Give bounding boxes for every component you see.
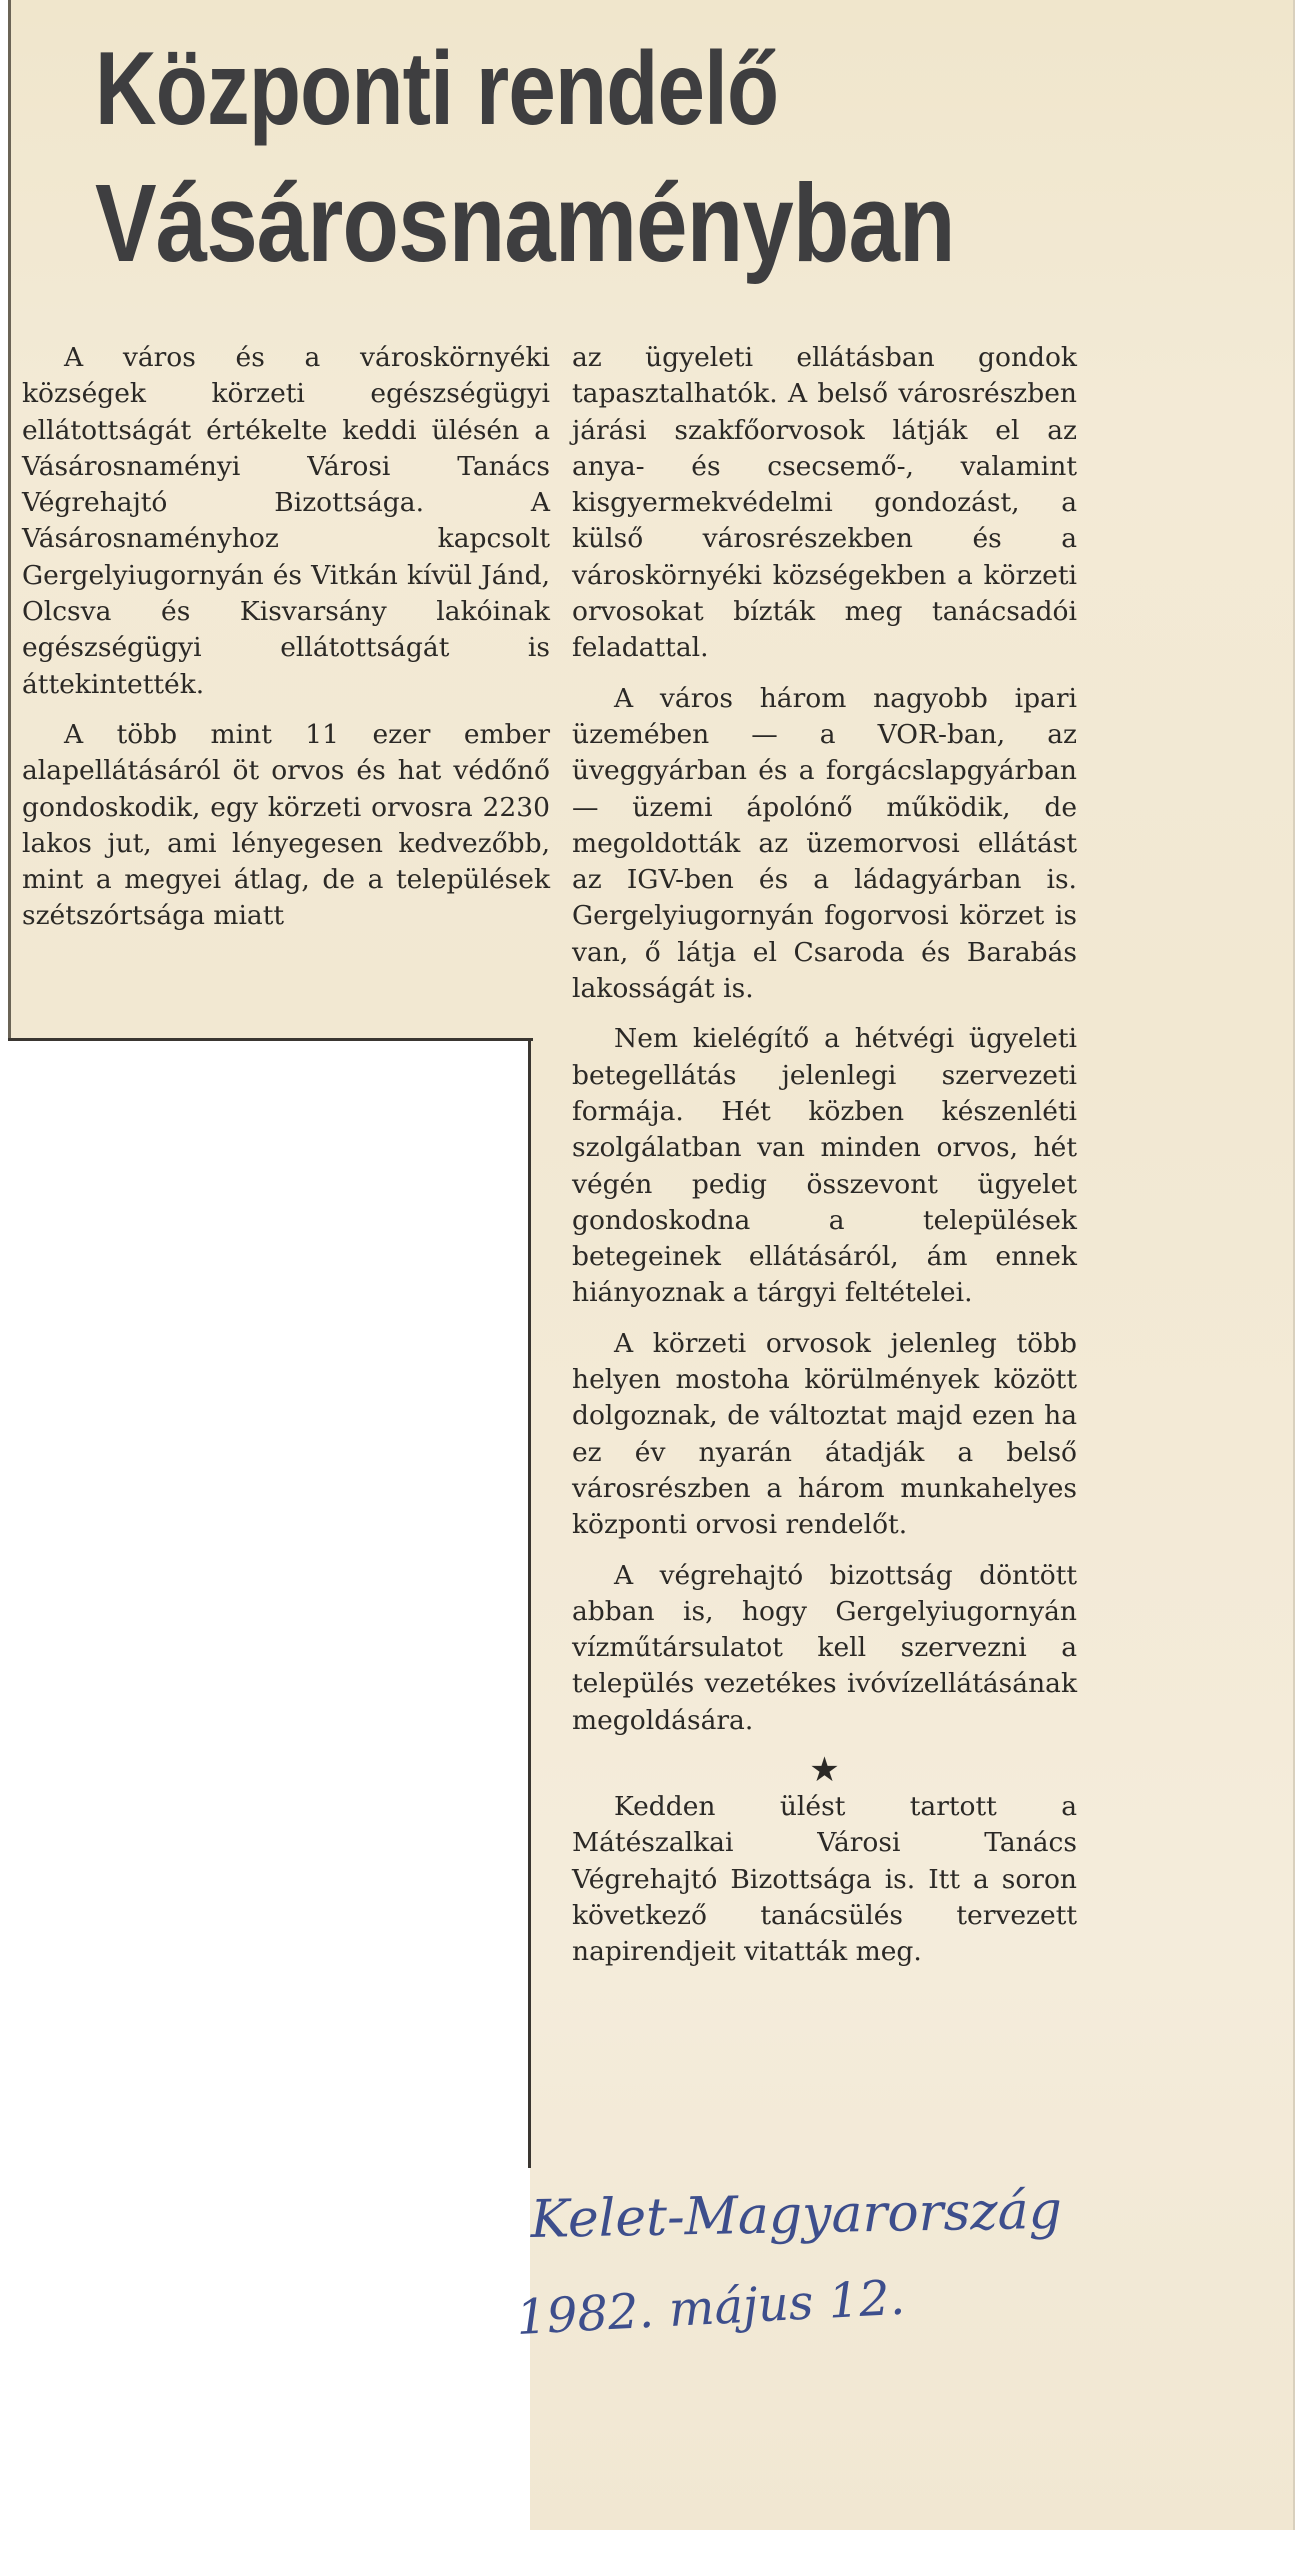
clipping-right-edge <box>1293 0 1295 2530</box>
article-column-right <box>572 340 1077 1984</box>
article-paragraph: A város és a városkörnyéki községek körzeti egészségügyi ellátottságát értékelte keddi ülésén a Vásárosnaményi Városi Tanács Végrehajtó Bizottsága. A Vásárosnaményhoz kapcsolt Gergelyiugornyán és Vitkán kívül Jánd, Olcsva és Kisvarsány lakóinak egészségügyi ellátottságát is áttekintették. <box>22 342 550 700</box>
handwritten-date-note: 1982. május 12. <box>515 2269 907 2346</box>
article-paragraph: Nem kielégítő a hétvégi ügyeleti betegellátás jelenlegi szervezeti formája. Hét közben készenléti szolgálatban van minden orvos, hét végén pedig összevont ügyelet gondoskodna a települések betegeinek ellátásáról, ám ennek hiányoznak a tárgyi feltételei. <box>572 1023 1077 1309</box>
article-paragraph: az ügyeleti ellátásban gondok tapasztalhatók. A belső városrészben járási szakfőorvosok látják el az anya- és csecsemő-, valamint kisgyermekvédelmi gondozást, a külső városrészekben és a városkörnyéki községekben a körzeti orvosokat bízták meg tanácsadói feladattal. <box>572 342 1077 664</box>
clipping-cut-edge-vertical <box>528 1038 531 2168</box>
clipping-cut-edge-horizontal <box>8 1038 533 1041</box>
star-separator-icon: ★ <box>809 1749 840 1790</box>
article-paragraph: A több mint 11 ezer ember alapellátásáról öt orvos és hat védőnő gondoskodik, egy körzeti orvosra 2230 lakos jut, ami lényegesen kedvezőbb, mint a megyei átlag, de a települések szétszórtsága miatt <box>22 718 550 932</box>
article-column-left <box>22 340 550 949</box>
article-paragraph: A körzeti orvosok jelenleg több helyen mostoha körülmények között dolgoznak, de változtat majd ezen ha ez év nyarán átadják a belső városrészben a három munkahelyes központi orvosi rendelőt. <box>572 1327 1077 1541</box>
article-closing-paragraph: Kedden ülést tartott a Mátészalkai Városi Tanács Végrehajtó Bizottsága is. Itt a soron következő tanácsülés tervezett napirendjeit vitatták meg. <box>572 1790 1077 1968</box>
clipping-left-edge <box>8 0 11 1040</box>
handwritten-source-note: Kelet-Magyarország <box>530 2180 1063 2250</box>
article-paragraph: A végrehajtó bizottság döntött abban is, hogy Gergelyiugornyán vízműtársulatot kell szervezni a település vezetékes ivóvízellátásának megoldására. <box>572 1559 1077 1736</box>
headline-line-2: Vásárosnaményban <box>95 162 955 285</box>
article-paragraph: A város három nagyobb ipari üzemében — a VOR-ban, az üveggyárban és a forgácslapgyárban — üzemi ápolónő működik, de megoldották az üzemorvosi ellátást az IGV-ben és a ládagyárban is. Gergelyiugornyán fogorvosi körzet is van, ő látja el Csaroda és Barabás lakosságát is. <box>572 682 1077 1005</box>
headline-line-1: Központi rendelő <box>95 31 779 147</box>
